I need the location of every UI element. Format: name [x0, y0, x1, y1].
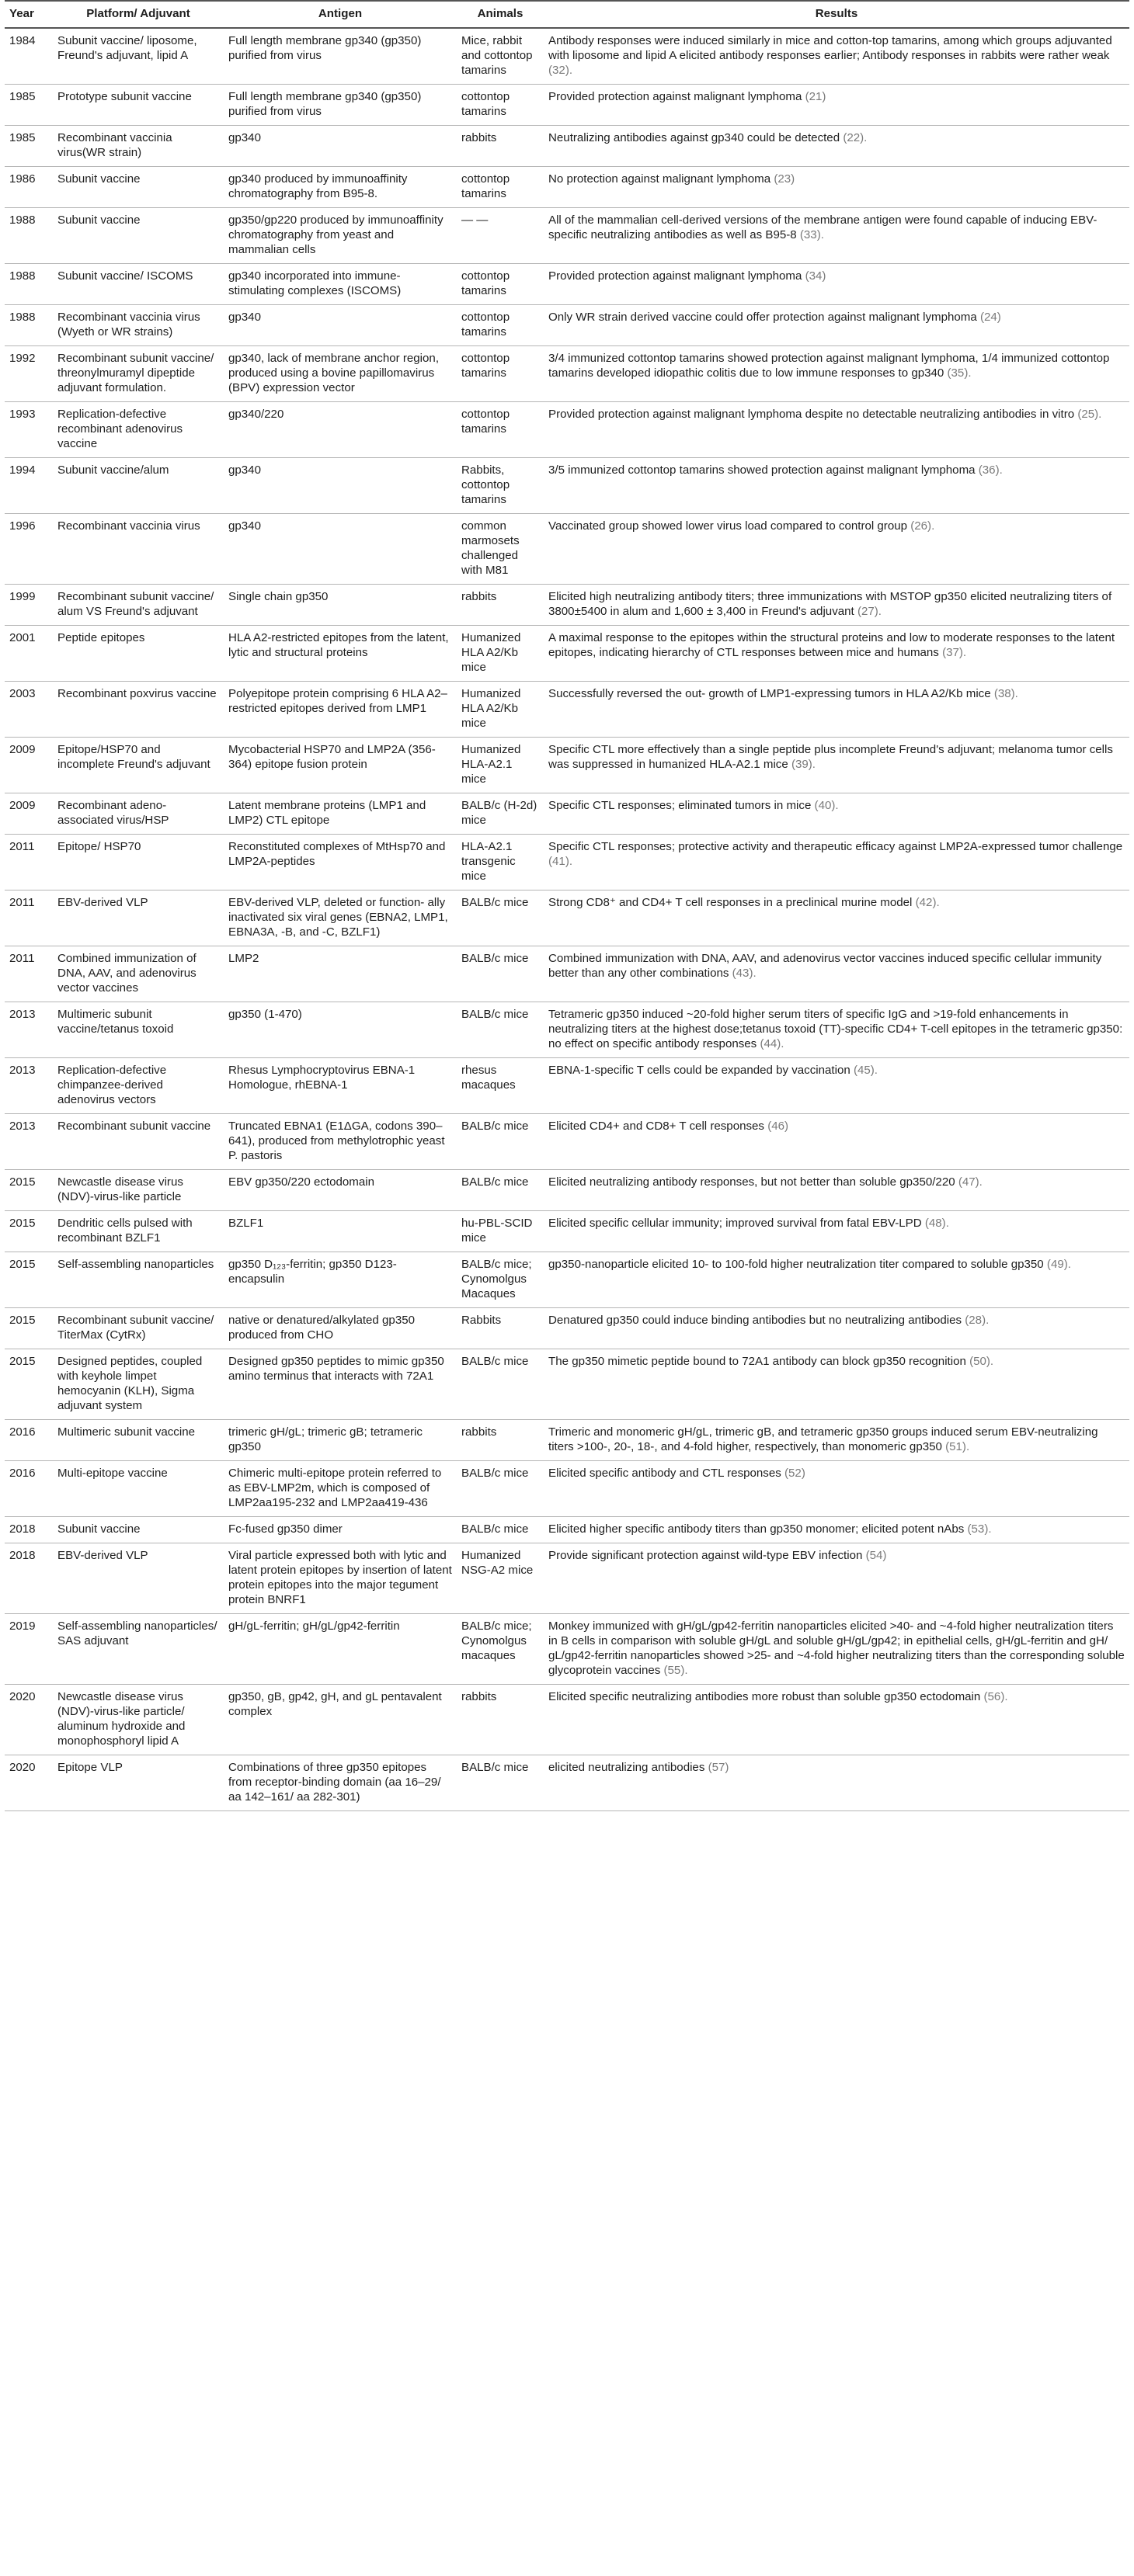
cell-animals: rabbits — [457, 1685, 544, 1755]
cell-animals: Humanized HLA-A2.1 mice — [457, 738, 544, 793]
cell-platform: Prototype subunit vaccine — [53, 85, 224, 126]
reference-link[interactable]: (40). — [814, 799, 839, 812]
cell-platform: Recombinant subunit vaccine/ alum VS Freund's adjuvant — [53, 585, 224, 626]
table-row — [5, 1114, 1129, 1170]
cell-results — [544, 738, 1129, 793]
reference-link[interactable]: (48). — [924, 1217, 949, 1230]
results-text: Only WR strain derived vaccine could offer protection against malignant lymphoma — [548, 311, 977, 324]
table-row — [5, 28, 1129, 85]
table-row — [5, 85, 1129, 126]
results-text: Elicited specific neutralizing antibodies more robust than soluble gp350 ectodomain — [548, 1690, 981, 1703]
cell-animals: Rabbits, cottontop tamarins — [457, 458, 544, 514]
table-row — [5, 1685, 1129, 1755]
cell-results — [544, 835, 1129, 890]
cell-results — [544, 1755, 1129, 1811]
cell-antigen: gp340 — [224, 514, 457, 585]
cell-antigen: gp350, gB, gp42, gH, and gL pentavalent complex — [224, 1685, 457, 1755]
cell-year: 2011 — [5, 835, 53, 890]
cell-results — [544, 1461, 1129, 1517]
cell-platform: Recombinant vaccinia virus(WR strain) — [53, 126, 224, 167]
table-row — [5, 1461, 1129, 1517]
table-row — [5, 793, 1129, 835]
cell-animals: BALB/c (H-2d) mice — [457, 793, 544, 835]
reference-link[interactable]: (56). — [983, 1690, 1008, 1703]
results-text: Neutralizing antibodies against gp340 could be detected — [548, 131, 840, 144]
cell-year: 2009 — [5, 793, 53, 835]
cell-platform: Recombinant adeno-associated virus/HSP — [53, 793, 224, 835]
cell-animals: rhesus macaques — [457, 1058, 544, 1114]
results-text: Vaccinated group showed lower virus load compared to control group — [548, 519, 908, 533]
cell-year: 2015 — [5, 1349, 53, 1420]
cell-platform: Recombinant poxvirus vaccine — [53, 682, 224, 738]
cell-antigen: Rhesus Lymphocryptovirus EBNA-1 Homologue, rhEBNA-1 — [224, 1058, 457, 1114]
reference-link[interactable]: (21) — [805, 90, 826, 103]
results-text: Elicited specific cellular immunity; improved survival from fatal EBV-LPD — [548, 1217, 922, 1230]
cell-results — [544, 28, 1129, 85]
header-results: Results — [544, 1, 1129, 28]
reference-link[interactable]: (25). — [1077, 408, 1102, 421]
table-row — [5, 835, 1129, 890]
cell-results — [544, 514, 1129, 585]
table-row — [5, 1252, 1129, 1308]
table-row — [5, 305, 1129, 346]
cell-results — [544, 682, 1129, 738]
cell-platform: Recombinant subunit vaccine — [53, 1114, 224, 1170]
reference-link[interactable]: (22). — [843, 131, 868, 144]
cell-antigen: Reconstituted complexes of MtHsp70 and LMP2A-peptides — [224, 835, 457, 890]
header-year: Year — [5, 1, 53, 28]
table-row — [5, 208, 1129, 264]
cell-year: 2009 — [5, 738, 53, 793]
cell-year: 1985 — [5, 126, 53, 167]
reference-link[interactable]: (33). — [799, 228, 824, 241]
cell-results — [544, 458, 1129, 514]
cell-year: 2016 — [5, 1420, 53, 1461]
results-text: The gp350 mimetic peptide bound to 72A1 antibody can block gp350 recognition — [548, 1355, 966, 1368]
cell-animals: cottontop tamarins — [457, 167, 544, 208]
cell-animals: cottontop tamarins — [457, 402, 544, 458]
cell-platform: Multimeric subunit vaccine — [53, 1420, 224, 1461]
cell-antigen: gp350 (1-470) — [224, 1002, 457, 1058]
cell-platform: Combined immunization of DNA, AAV, and adenovirus vector vaccines — [53, 946, 224, 1002]
cell-antigen: Polyepitope protein comprising 6 HLA A2–restricted epitopes derived from LMP1 — [224, 682, 457, 738]
cell-platform: Multimeric subunit vaccine/tetanus toxoid — [53, 1002, 224, 1058]
cell-platform: Newcastle disease virus (NDV)-virus-like particle/ aluminum hydroxide and monophosphoryl lipid A — [53, 1685, 224, 1755]
cell-platform: Replication-defective chimpanzee-derived adenovirus vectors — [53, 1058, 224, 1114]
cell-year: 1988 — [5, 208, 53, 264]
results-text: 3/4 immunized cottontop tamarins showed protection against malignant lymphoma, 1/4 immunized cottontop tamarins developed idiopathic colitis due to low immune responses to gp340 — [548, 352, 1110, 380]
reference-link[interactable]: (26). — [910, 519, 935, 533]
results-text: Elicited neutralizing antibody responses, but not better than soluble gp350/220 — [548, 1175, 955, 1189]
cell-results — [544, 208, 1129, 264]
cell-platform: Recombinant subunit vaccine/ TiterMax (CytRx) — [53, 1308, 224, 1349]
cell-platform: Dendritic cells pulsed with recombinant BZLF1 — [53, 1211, 224, 1252]
header-row — [5, 1, 1129, 28]
header-platform: Platform/ Adjuvant — [53, 1, 224, 28]
cell-year: 2003 — [5, 682, 53, 738]
cell-antigen: gp340 — [224, 458, 457, 514]
cell-antigen: trimeric gH/gL; trimeric gB; tetrameric gp350 — [224, 1420, 457, 1461]
cell-animals: Mice, rabbit and cottontop tamarins — [457, 28, 544, 85]
cell-year: 1994 — [5, 458, 53, 514]
table-row — [5, 1170, 1129, 1211]
reference-link[interactable]: (35). — [947, 366, 972, 380]
cell-year: 2018 — [5, 1517, 53, 1543]
cell-platform: Recombinant vaccinia virus (Wyeth or WR strains) — [53, 305, 224, 346]
reference-link[interactable]: (34) — [805, 269, 826, 283]
table-row — [5, 264, 1129, 305]
cell-animals: Rabbits — [457, 1308, 544, 1349]
reference-link[interactable]: (24) — [979, 311, 1001, 324]
cell-antigen: LMP2 — [224, 946, 457, 1002]
cell-antigen: gH/gL-ferritin; gH/gL/gp42-ferritin — [224, 1614, 457, 1685]
cell-animals: HLA-A2.1 transgenic mice — [457, 835, 544, 890]
cell-year: 1988 — [5, 305, 53, 346]
reference-link[interactable]: (32). — [548, 64, 573, 77]
cell-animals: — — — [457, 208, 544, 264]
cell-platform: EBV-derived VLP — [53, 1543, 224, 1614]
cell-antigen: gp340/220 — [224, 402, 457, 458]
cell-results — [544, 1308, 1129, 1349]
cell-year: 2013 — [5, 1114, 53, 1170]
cell-year: 2020 — [5, 1755, 53, 1811]
cell-year: 1984 — [5, 28, 53, 85]
cell-results — [544, 402, 1129, 458]
data-table — [5, 0, 1129, 1811]
table-row — [5, 626, 1129, 682]
cell-year: 2015 — [5, 1211, 53, 1252]
cell-antigen: Latent membrane proteins (LMP1 and LMP2) CTL epitope — [224, 793, 457, 835]
results-text: Successfully reversed the out- growth of LMP1-expressing tumors in HLA A2/Kb mice — [548, 687, 991, 700]
table-row — [5, 890, 1129, 946]
cell-year: 2015 — [5, 1252, 53, 1308]
cell-animals: cottontop tamarins — [457, 305, 544, 346]
results-text: Monkey immunized with gH/gL/gp42-ferritin nanoparticles elicited >40- and ~4-fold higher neutralization titers in B cells in comparison with soluble gH/gL and soluble gH/gL/gp42; in epithelial cells, gH/gL-ferritin and gH/ gL/gp42-ferritin nanoparticles showed >25- and ~4-fold higher neutralizing titers than the corresponding soluble glycoprotein vaccines — [548, 1620, 1125, 1677]
cell-year: 2011 — [5, 890, 53, 946]
cell-platform: Multi-epitope vaccine — [53, 1461, 224, 1517]
reference-link[interactable]: (36). — [978, 463, 1003, 477]
results-text: elicited neutralizing antibodies — [548, 1761, 705, 1774]
cell-antigen: Fc-fused gp350 dimer — [224, 1517, 457, 1543]
cell-animals: BALB/c mice — [457, 1755, 544, 1811]
cell-animals: hu-PBL-SCID mice — [457, 1211, 544, 1252]
cell-animals: BALB/c mice — [457, 1002, 544, 1058]
cell-platform: Newcastle disease virus (NDV)-virus-like particle — [53, 1170, 224, 1211]
results-text: Combined immunization with DNA, AAV, and adenovirus vector vaccines induced specific cellular immunity better than any other combinations — [548, 952, 1102, 980]
cell-antigen: gp340, lack of membrane anchor region, produced using a bovine papillomavirus (BPV) expression vector — [224, 346, 457, 402]
reference-link[interactable]: (55). — [663, 1664, 688, 1677]
cell-antigen: gp340 incorporated into immune-stimulating complexes (ISCOMS) — [224, 264, 457, 305]
table-row — [5, 402, 1129, 458]
results-text: Specific CTL more effectively than a single peptide plus incomplete Freund's adjuvant; melanoma tumor cells was suppressed in humanized HLA-A2.1 mice — [548, 743, 1113, 771]
reference-link[interactable]: (57) — [708, 1761, 729, 1774]
cell-platform: Peptide epitopes — [53, 626, 224, 682]
cell-animals: Humanized HLA A2/Kb mice — [457, 682, 544, 738]
cell-antigen: Combinations of three gp350 epitopes from receptor-binding domain (aa 16–29/ aa 142–161/ aa 282-301) — [224, 1755, 457, 1811]
cell-year: 2015 — [5, 1308, 53, 1349]
reference-link[interactable]: (45). — [853, 1064, 878, 1077]
reference-link[interactable]: (28). — [965, 1314, 990, 1327]
cell-year: 1985 — [5, 85, 53, 126]
cell-results — [544, 1058, 1129, 1114]
cell-results — [544, 1543, 1129, 1614]
cell-platform: Epitope/ HSP70 — [53, 835, 224, 890]
results-text: Elicited specific antibody and CTL responses — [548, 1467, 781, 1480]
cell-animals: BALB/c mice — [457, 890, 544, 946]
cell-antigen: Full length membrane gp340 (gp350) purified from virus — [224, 28, 457, 85]
cell-results — [544, 1517, 1129, 1543]
table-row — [5, 1614, 1129, 1685]
cell-animals: cottontop tamarins — [457, 85, 544, 126]
table-row — [5, 346, 1129, 402]
reference-link[interactable]: (41). — [548, 855, 573, 868]
table-row — [5, 585, 1129, 626]
cell-platform: Subunit vaccine — [53, 167, 224, 208]
cell-antigen: EBV-derived VLP, deleted or function- ally inactivated six viral genes (EBNA2, LMP1, EBNA3A, -B, and -C, BZLF1) — [224, 890, 457, 946]
cell-animals: rabbits — [457, 1420, 544, 1461]
cell-results — [544, 264, 1129, 305]
results-text: Elicited higher specific antibody titers than gp350 monomer; elicited potent nAbs — [548, 1522, 965, 1536]
table-row — [5, 682, 1129, 738]
results-text: Provide significant protection against wild-type EBV infection — [548, 1549, 863, 1562]
cell-animals: rabbits — [457, 126, 544, 167]
table-row — [5, 946, 1129, 1002]
cell-antigen: native or denatured/alkylated gp350 produced from CHO — [224, 1308, 457, 1349]
cell-animals: BALB/c mice — [457, 1349, 544, 1420]
results-text: Provided protection against malignant lymphoma — [548, 90, 802, 103]
header-animals: Animals — [457, 1, 544, 28]
cell-antigen: gp340 — [224, 126, 457, 167]
results-text: Provided protection against malignant lymphoma — [548, 269, 802, 283]
cell-year: 2019 — [5, 1614, 53, 1685]
cell-results — [544, 1211, 1129, 1252]
cell-year: 2001 — [5, 626, 53, 682]
reference-link[interactable]: (23) — [774, 172, 795, 186]
cell-results — [544, 626, 1129, 682]
reference-link[interactable]: (49). — [1046, 1258, 1071, 1271]
reference-link[interactable]: (37). — [942, 646, 967, 659]
table-body — [5, 28, 1129, 1811]
cell-results — [544, 793, 1129, 835]
cell-platform: Epitope/HSP70 and incomplete Freund's adjuvant — [53, 738, 224, 793]
results-text: Strong CD8⁺ and CD4+ T cell responses in a preclinical murine model — [548, 896, 913, 909]
reference-link[interactable]: (27). — [857, 605, 882, 618]
cell-year: 2015 — [5, 1170, 53, 1211]
results-text: Specific CTL responses; eliminated tumors in mice — [548, 799, 812, 812]
cell-results — [544, 126, 1129, 167]
reference-link[interactable]: (43). — [732, 967, 757, 980]
cell-antigen: gp340 — [224, 305, 457, 346]
cell-results — [544, 890, 1129, 946]
cell-platform: Epitope VLP — [53, 1755, 224, 1811]
results-text: Trimeric and monomeric gH/gL, trimeric gB, and tetrameric gp350 groups induced serum EBV-neutralizing titers >100-, 20-, 18-, and 4-fold higher, respectively, than monomeric gp350 — [548, 1425, 1098, 1453]
cell-results — [544, 946, 1129, 1002]
cell-platform: EBV-derived VLP — [53, 890, 224, 946]
cell-results — [544, 85, 1129, 126]
results-text: Provided protection against malignant lymphoma despite no detectable neutralizing antibodies in vitro — [548, 408, 1075, 421]
reference-link[interactable]: (46) — [767, 1120, 789, 1133]
cell-antigen: EBV gp350/220 ectodomain — [224, 1170, 457, 1211]
cell-platform: Recombinant vaccinia virus — [53, 514, 224, 585]
cell-antigen: gp340 produced by immunoaffinity chromatography from B95-8. — [224, 167, 457, 208]
cell-results — [544, 346, 1129, 402]
cell-antigen: HLA A2-restricted epitopes from the latent, lytic and structural proteins — [224, 626, 457, 682]
reference-link[interactable]: (44). — [760, 1037, 784, 1050]
header-antigen: Antigen — [224, 1, 457, 28]
results-text: Elicited CD4+ and CD8+ T cell responses — [548, 1120, 764, 1133]
cell-animals: BALB/c mice; Cynomolgus macaques — [457, 1614, 544, 1685]
cell-antigen: Single chain gp350 — [224, 585, 457, 626]
cell-animals: BALB/c mice — [457, 1517, 544, 1543]
cell-results — [544, 1114, 1129, 1170]
table-row — [5, 1211, 1129, 1252]
reference-link[interactable]: (47). — [958, 1175, 983, 1189]
cell-animals: cottontop tamarins — [457, 346, 544, 402]
cell-antigen: Truncated EBNA1 (E1ΔGA, codons 390–641), produced from methylotrophic yeast P. pastoris — [224, 1114, 457, 1170]
cell-animals: rabbits — [457, 585, 544, 626]
table-row — [5, 1420, 1129, 1461]
reference-link[interactable]: (52) — [784, 1467, 805, 1480]
cell-year: 1986 — [5, 167, 53, 208]
reference-link[interactable]: (42). — [915, 896, 940, 909]
cell-antigen: Full length membrane gp340 (gp350) purified from virus — [224, 85, 457, 126]
results-text: All of the mammalian cell-derived versions of the membrane antigen were found capable of inducing EBV-specific neutralizing antibodies as well as B95-8 — [548, 214, 1097, 241]
reference-link[interactable]: (50). — [969, 1355, 994, 1368]
cell-platform: Subunit vaccine/ liposome, Freund's adjuvant, lipid A — [53, 28, 224, 85]
cell-results — [544, 167, 1129, 208]
results-text: 3/5 immunized cottontop tamarins showed protection against malignant lymphoma — [548, 463, 976, 477]
cell-antigen: BZLF1 — [224, 1211, 457, 1252]
cell-animals: BALB/c mice; Cynomolgus Macaques — [457, 1252, 544, 1308]
table-header — [5, 1, 1129, 28]
results-text: gp350-nanoparticle elicited 10- to 100-fold higher neutralization titer compared to soluble gp350 — [548, 1258, 1044, 1271]
table-row — [5, 1002, 1129, 1058]
cell-results — [544, 1349, 1129, 1420]
results-text: Specific CTL responses; protective activity and therapeutic efficacy against LMP2A-expressed tumor challenge — [548, 840, 1123, 853]
table-row — [5, 167, 1129, 208]
cell-antigen: gp350 D₁₂₃-ferritin; gp350 D123- encapsulin — [224, 1252, 457, 1308]
cell-platform: Recombinant subunit vaccine/ threonylmuramyl dipeptide adjuvant formulation. — [53, 346, 224, 402]
cell-results — [544, 1420, 1129, 1461]
table-row — [5, 1308, 1129, 1349]
reference-link[interactable]: (39). — [791, 758, 816, 771]
cell-year: 2013 — [5, 1058, 53, 1114]
cell-year: 2016 — [5, 1461, 53, 1517]
results-text: Antibody responses were induced similarly in mice and cotton-top tamarins, among which groups adjuvanted with liposome and lipid A elicited antibody responses earlier; Antibody responses in rabbits were rather weak — [548, 34, 1112, 62]
cell-results — [544, 305, 1129, 346]
cell-year: 2013 — [5, 1002, 53, 1058]
cell-platform: Subunit vaccine/ ISCOMS — [53, 264, 224, 305]
cell-platform: Self-assembling nanoparticles/ SAS adjuvant — [53, 1614, 224, 1685]
cell-animals: common marmosets challenged with M81 — [457, 514, 544, 585]
table-row — [5, 1517, 1129, 1543]
cell-platform: Subunit vaccine — [53, 208, 224, 264]
reference-link[interactable]: (53). — [967, 1522, 992, 1536]
reference-link[interactable]: (38). — [993, 687, 1018, 700]
cell-year: 2018 — [5, 1543, 53, 1614]
cell-year: 1999 — [5, 585, 53, 626]
cell-year: 2011 — [5, 946, 53, 1002]
cell-year: 1993 — [5, 402, 53, 458]
cell-antigen: Mycobacterial HSP70 and LMP2A (356-364) epitope fusion protein — [224, 738, 457, 793]
results-text: Denatured gp350 could induce binding antibodies but no neutralizing antibodies — [548, 1314, 962, 1327]
cell-platform: Replication-defective recombinant adenovirus vaccine — [53, 402, 224, 458]
table-row — [5, 458, 1129, 514]
results-text: Elicited high neutralizing antibody titers; three immunizations with MSTOP gp350 elicited neutralizing titers of 3800±5400 in alum and 1,600 ± 3,400 in Freund's adjuvant — [548, 590, 1112, 618]
cell-results — [544, 1252, 1129, 1308]
table-row — [5, 738, 1129, 793]
cell-platform: Self-assembling nanoparticles — [53, 1252, 224, 1308]
reference-link[interactable]: (54) — [865, 1549, 887, 1562]
table-row — [5, 514, 1129, 585]
cell-platform: Subunit vaccine/alum — [53, 458, 224, 514]
cell-animals: BALB/c mice — [457, 1461, 544, 1517]
cell-antigen: Viral particle expressed both with lytic and latent protein epitopes by insertion of latent protein epitopes into the major tegument protein BNRF1 — [224, 1543, 457, 1614]
cell-results — [544, 1685, 1129, 1755]
cell-platform: Designed peptides, coupled with keyhole limpet hemocyanin (KLH), Sigma adjuvant system — [53, 1349, 224, 1420]
cell-results — [544, 1170, 1129, 1211]
results-text: A maximal response to the epitopes within the structural proteins and low to moderate responses to the latent epitopes, indicating hierarchy of CTL responses between mice and humans — [548, 631, 1115, 659]
results-text: Tetrameric gp350 induced ~20-fold higher serum titers of specific IgG and >19-fold enhancements in neutralizing titers at the highest dose;tetanus toxoid (TT)-specific CD4+ T-cell epitopes in the tetrameric gp350: no effect on specific antibody responses — [548, 1008, 1123, 1050]
cell-year: 1988 — [5, 264, 53, 305]
cell-results — [544, 1002, 1129, 1058]
cell-animals: BALB/c mice — [457, 1170, 544, 1211]
table-row — [5, 1349, 1129, 1420]
cell-year: 2020 — [5, 1685, 53, 1755]
results-text: EBNA-1-specific T cells could be expanded by vaccination — [548, 1064, 850, 1077]
cell-results — [544, 585, 1129, 626]
cell-animals: BALB/c mice — [457, 1114, 544, 1170]
cell-animals: Humanized HLA A2/Kb mice — [457, 626, 544, 682]
cell-animals: Humanized NSG-A2 mice — [457, 1543, 544, 1614]
results-text: No protection against malignant lymphoma — [548, 172, 771, 186]
cell-year: 1996 — [5, 514, 53, 585]
cell-platform: Subunit vaccine — [53, 1517, 224, 1543]
table-row — [5, 126, 1129, 167]
cell-year: 1992 — [5, 346, 53, 402]
cell-results — [544, 1614, 1129, 1685]
cell-animals: BALB/c mice — [457, 946, 544, 1002]
cell-antigen: gp350/gp220 produced by immunoaffinity chromatography from yeast and mammalian cells — [224, 208, 457, 264]
cell-antigen: Chimeric multi-epitope protein referred to as EBV-LMP2m, which is composed of LMP2aa195-232 and LMP2aa419-436 — [224, 1461, 457, 1517]
cell-animals: cottontop tamarins — [457, 264, 544, 305]
table-row — [5, 1543, 1129, 1614]
table-row — [5, 1058, 1129, 1114]
cell-antigen: Designed gp350 peptides to mimic gp350 amino terminus that interacts with 72A1 — [224, 1349, 457, 1420]
table-row — [5, 1755, 1129, 1811]
reference-link[interactable]: (51). — [945, 1440, 970, 1453]
